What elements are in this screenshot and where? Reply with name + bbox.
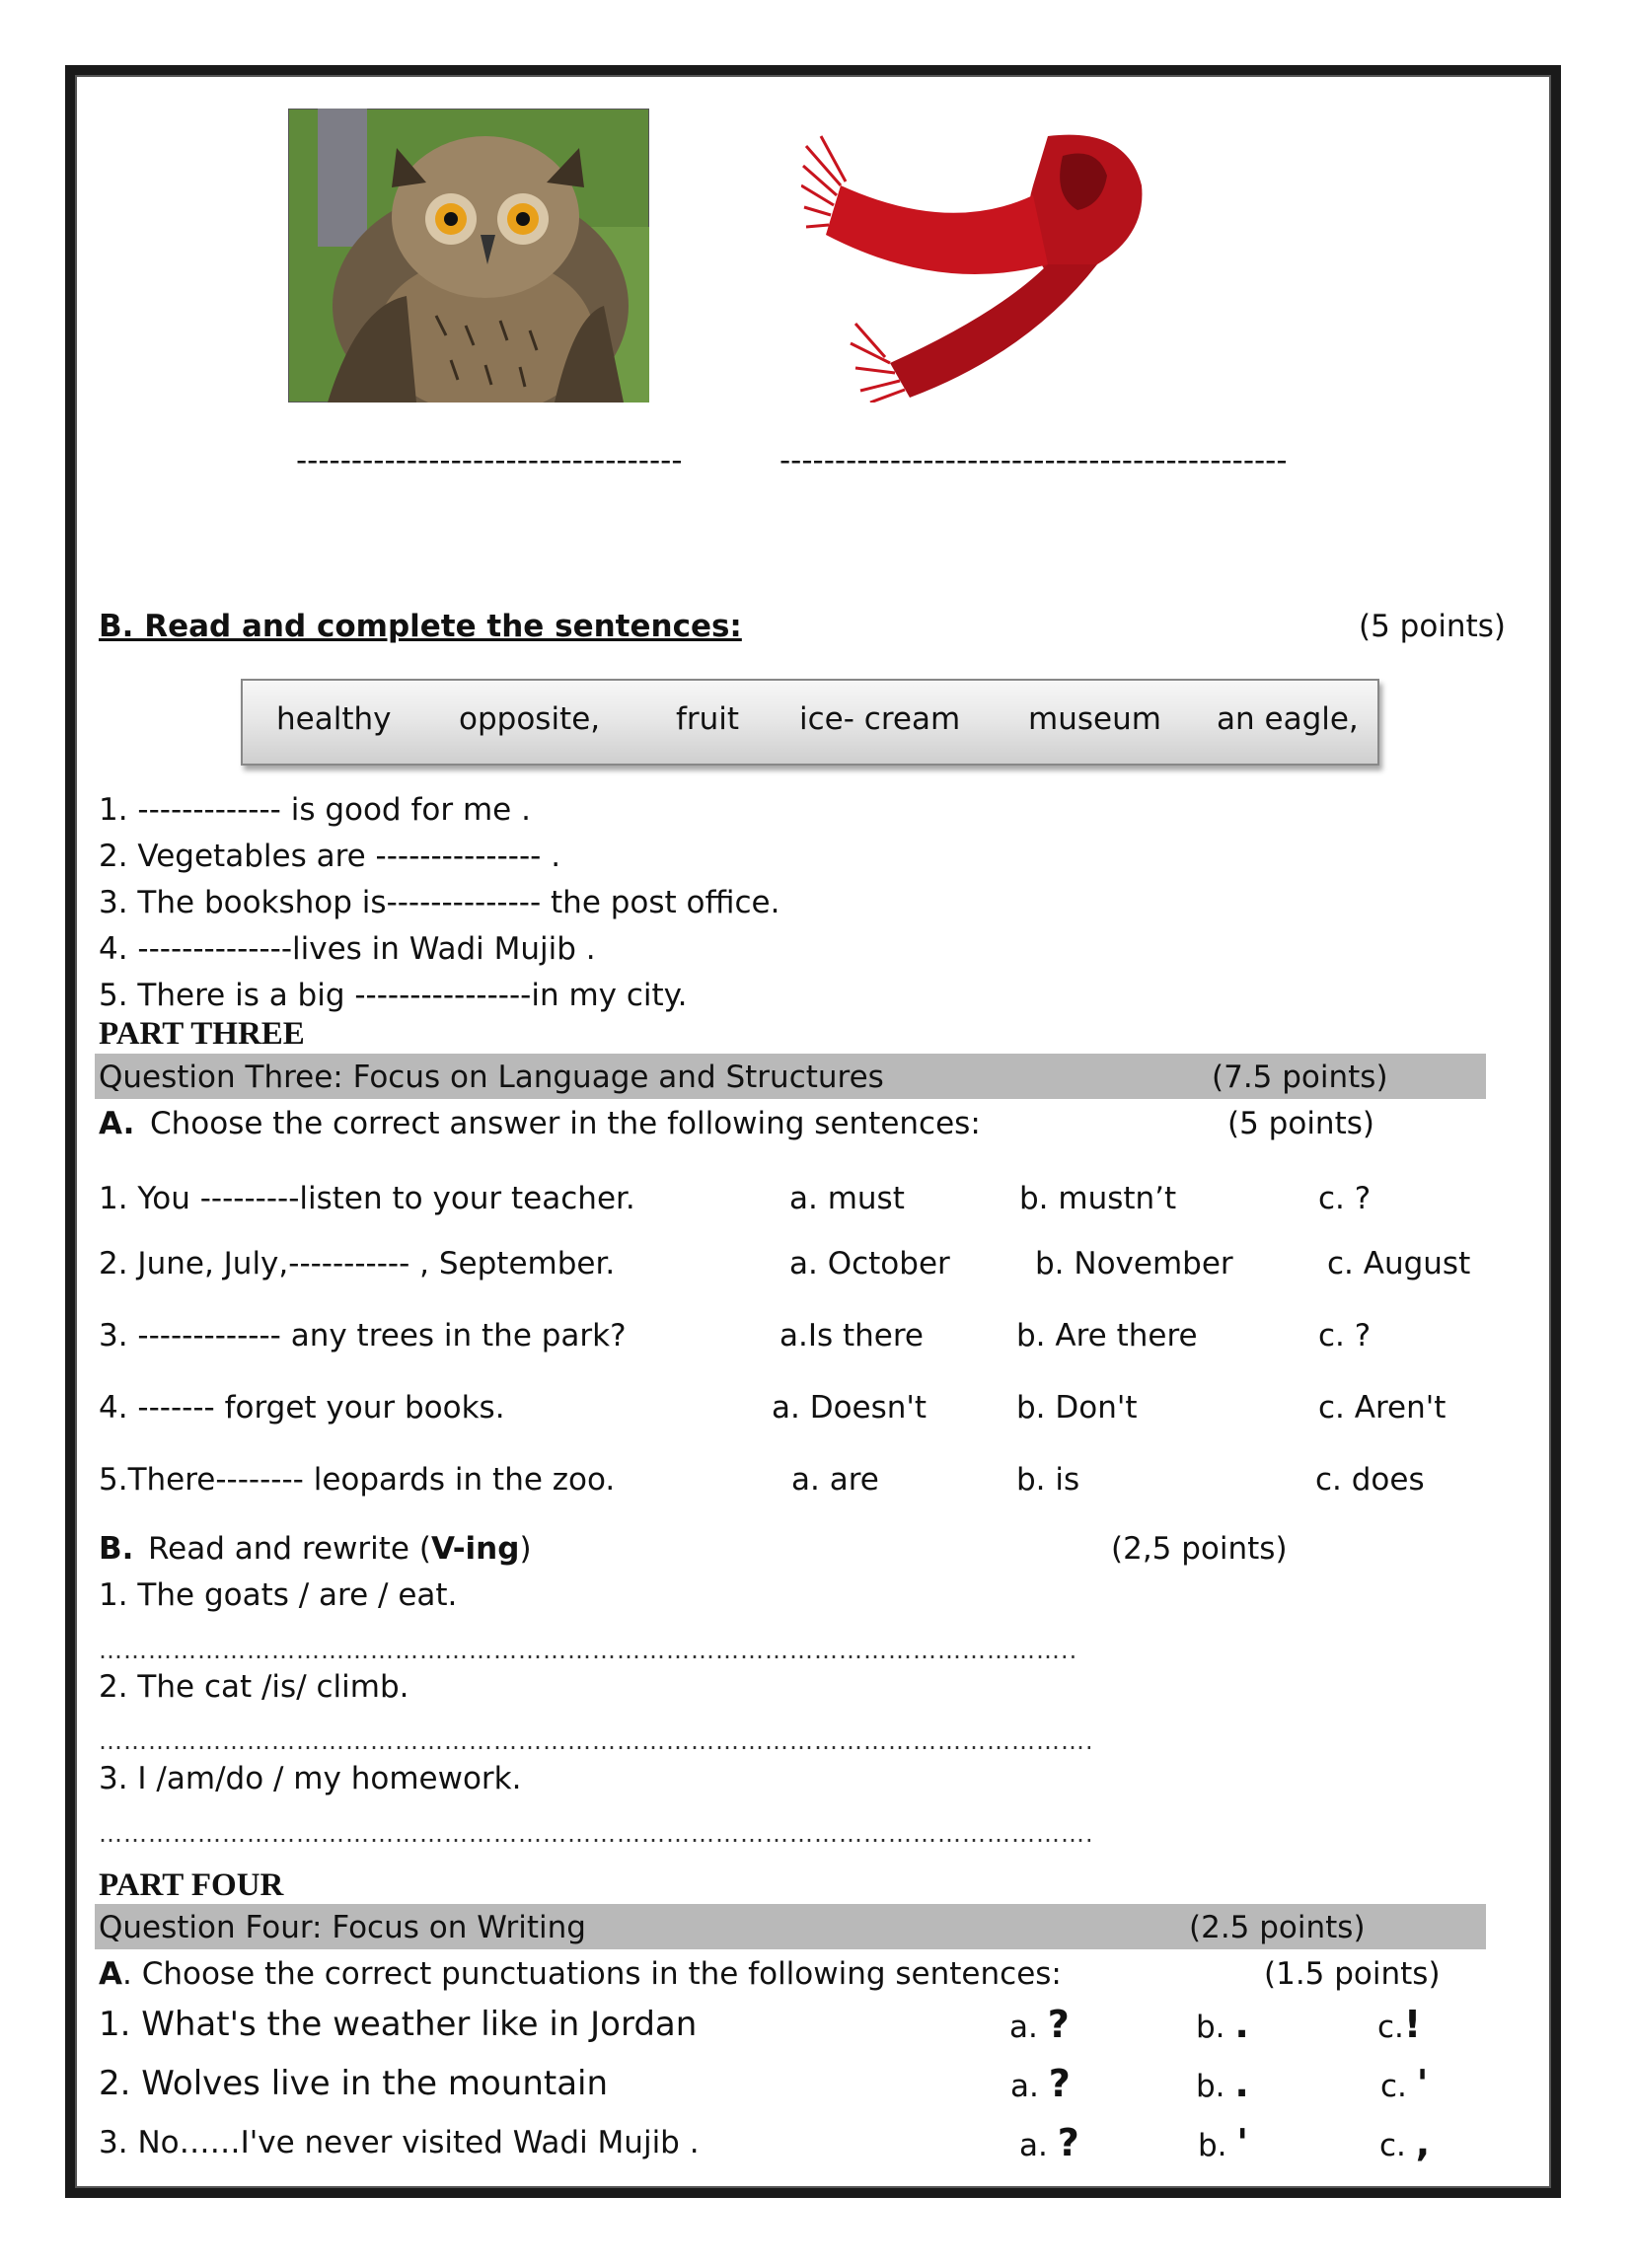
punctuation-option-b[interactable]: b. . <box>1196 2003 1249 2046</box>
punctuation-sentence: 3. No……I've never visited Wadi Mujib . <box>99 2125 700 2160</box>
mcq-option-a[interactable]: a. Doesn't <box>772 1390 927 1426</box>
mcq-option-c[interactable]: c. Aren't <box>1318 1390 1447 1426</box>
rewrite-answer-line[interactable]: …………………………………………………………………………………………………………. <box>99 1820 1094 1848</box>
part-three-b-points: (2,5 points) <box>1111 1531 1288 1567</box>
section-b-title: B. Read and complete the sentences: <box>99 609 742 644</box>
punctuation-option-c[interactable]: c.! <box>1377 2003 1422 2046</box>
mcq-question: 4. ------- forget your books. <box>99 1390 505 1426</box>
mcq-option-c[interactable]: c. ? <box>1318 1318 1372 1353</box>
mcq-option-a[interactable]: a.Is there <box>779 1318 925 1353</box>
punctuation-option-c[interactable]: c. , <box>1379 2121 1431 2164</box>
rewrite-answer-line[interactable]: ……………………………………………………………………………………………………….. <box>99 1637 1078 1664</box>
part-three-b-label: B. <box>99 1531 134 1567</box>
word-bank-item: museum <box>1028 701 1161 737</box>
mcq-option-a[interactable]: a. must <box>789 1181 905 1216</box>
part-three-heading: PART THREE <box>99 1016 305 1052</box>
part-three-a-label: A. <box>99 1106 135 1141</box>
punctuation-option-b[interactable]: b. . <box>1196 2062 1249 2105</box>
rewrite-prompt: 1. The goats / are / eat. <box>99 1577 458 1613</box>
punctuation-option-a[interactable]: a. ? <box>1010 2062 1071 2105</box>
owl-answer-line[interactable]: ----------------------------------- <box>296 443 683 478</box>
punctuation-option-a[interactable]: a. ? <box>1009 2003 1070 2046</box>
mcq-option-a[interactable]: a. are <box>791 1462 879 1498</box>
owl-picture <box>288 109 649 402</box>
part-three-a-instruction: Choose the correct answer in the following sentences: <box>150 1106 981 1141</box>
mcq-option-a[interactable]: a. October <box>789 1246 950 1281</box>
rewrite-answer-line[interactable]: …………………………………………………………………………………………………………. <box>99 1727 1094 1755</box>
punctuation-option-a[interactable]: a. ? <box>1019 2121 1079 2164</box>
punctuation-option-c[interactable]: c. ' <box>1380 2062 1429 2105</box>
mcq-option-b[interactable]: b. Don't <box>1016 1390 1138 1426</box>
scarf-answer-line[interactable]: ---------------------------------------------- <box>779 443 1288 478</box>
rewrite-prompt: 3. I /am/do / my homework. <box>99 1761 522 1796</box>
question-three-title: Question Three: Focus on Language and Structures <box>99 1060 884 1095</box>
punctuation-sentence: 2. Wolves live in the mountain <box>99 2064 609 2103</box>
mcq-question: 5.There-------- leopards in the zoo. <box>99 1462 616 1498</box>
fill-sentence: 3. The bookshop is-------------- the post office. <box>99 885 780 920</box>
mcq-option-b[interactable]: b. Are there <box>1016 1318 1198 1353</box>
question-four-title: Question Four: Focus on Writing <box>99 1910 586 1945</box>
mcq-question: 1. You ---------listen to your teacher. <box>99 1181 635 1216</box>
mcq-option-b[interactable]: b. November <box>1035 1246 1233 1281</box>
mcq-question: 2. June, July,----------- , September. <box>99 1246 616 1281</box>
part-three-a-points: (5 points) <box>1227 1106 1374 1141</box>
mcq-option-c[interactable]: c. ? <box>1318 1181 1372 1216</box>
part-four-heading: PART FOUR <box>99 1867 284 1903</box>
word-bank-item: ice- cream <box>799 701 961 737</box>
fill-sentence: 4. --------------lives in Wadi Mujib . <box>99 931 596 967</box>
mcq-option-b[interactable]: b. mustn’t <box>1019 1181 1177 1216</box>
part-three-b-instruction: Read and rewrite (V-ing) <box>148 1531 532 1567</box>
fill-sentence: 1. ------------- is good for me . <box>99 792 531 828</box>
fill-sentence: 2. Vegetables are --------------- . <box>99 839 561 874</box>
mcq-question: 3. ------------- any trees in the park? <box>99 1318 627 1353</box>
punctuation-sentence: 1. What's the weather like in Jordan <box>99 2005 698 2044</box>
rewrite-prompt: 2. The cat /is/ climb. <box>99 1669 409 1705</box>
part-four-a-points: (1.5 points) <box>1264 1956 1441 1992</box>
word-bank-item: an eagle, <box>1217 701 1359 737</box>
part-four-a-instruction: A. Choose the correct punctuations in the following sentences: <box>99 1956 1062 1992</box>
mcq-option-c[interactable]: c. August <box>1327 1246 1471 1281</box>
question-three-points: (7.5 points) <box>1212 1060 1388 1095</box>
word-bank-item: healthy <box>276 701 392 737</box>
mcq-option-c[interactable]: c. does <box>1315 1462 1425 1498</box>
word-bank-item: opposite, <box>459 701 601 737</box>
fill-sentence: 5. There is a big ----------------in my city. <box>99 978 688 1013</box>
scarf-picture <box>801 116 1196 402</box>
section-b-points: (5 points) <box>1359 609 1506 644</box>
mcq-option-b[interactable]: b. is <box>1016 1462 1080 1498</box>
punctuation-option-b[interactable]: b. ' <box>1198 2121 1249 2164</box>
word-bank-item: fruit <box>676 701 740 737</box>
question-four-points: (2.5 points) <box>1189 1910 1366 1945</box>
